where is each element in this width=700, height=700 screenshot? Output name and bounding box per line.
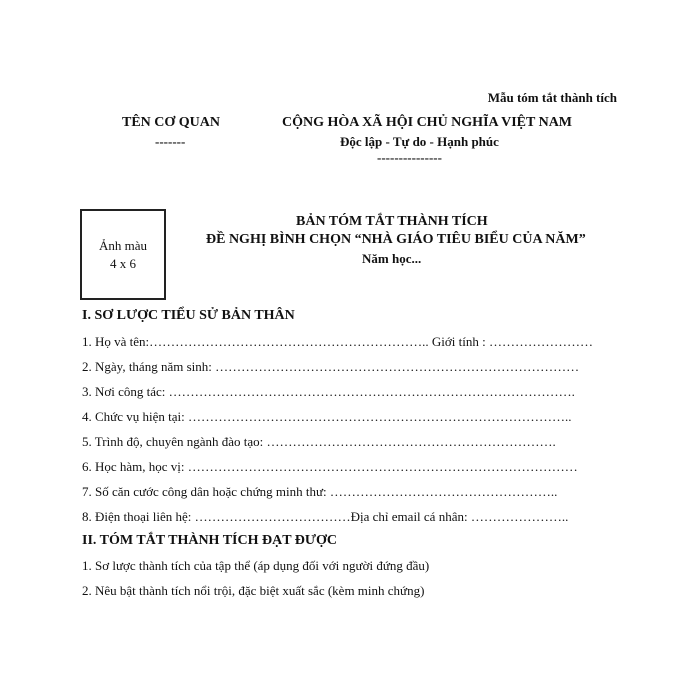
form-title: BẢN TÓM TẮT THÀNH TÍCH <box>296 214 488 229</box>
org-underline: ------- <box>155 134 186 149</box>
field-workplace: 3. Nơi công tác: …………………………………………………………………………………. <box>82 384 575 399</box>
field-education: 5. Trình độ, chuyên ngành đào tạo: …………………………………………………………. <box>82 434 556 449</box>
form-subtitle: ĐỀ NGHỊ BÌNH CHỌN “NHÀ GIÁO TIÊU BIỂU CỦA NĂM” <box>206 232 586 247</box>
motto-underline: --------------- <box>377 150 442 165</box>
photo-size: 4 x 6 <box>110 255 136 271</box>
motto: Độc lập - Tự do - Hạnh phúc <box>340 134 499 149</box>
template-label: Mẫu tóm tắt thành tích <box>487 90 617 105</box>
achievement-item: 1. Sơ lược thành tích của tập thể (áp dụng đối với người đứng đầu) <box>82 558 430 573</box>
field-position: 4. Chức vụ hiện tại: …………………………………………………………………………….. <box>82 409 572 424</box>
field-id-number: 7. Số căn cước công dân hoặc chứng minh thư: …………………………………………….. <box>82 484 558 499</box>
photo-placeholder <box>80 209 166 300</box>
field-academic-title: 6. Học hàm, học vị: ……………………………………………………………………………… <box>82 459 578 474</box>
org-name: TÊN CƠ QUAN <box>122 115 221 130</box>
field-contact: 8. Điện thoại liên hệ: ………………………………Địa chỉ email cá nhân: ………………….. <box>82 509 569 524</box>
achievement-item: 2. Nêu bật thành tích nổi trội, đặc biệt xuất sắc (kèm minh chứng) <box>82 583 425 598</box>
section1-heading: I. SƠ LƯỢC TIỂU SỬ BẢN THÂN <box>82 308 295 323</box>
school-year: Năm học... <box>362 251 422 266</box>
field-full-name: 1. Họ và tên:……………………………………………………….. Giới tính : …………………… <box>82 334 593 349</box>
field-date-of-birth: 2. Ngày, tháng năm sinh: ………………………………………………………………………… <box>82 359 580 374</box>
photo-label: Ảnh màu <box>98 237 148 253</box>
country-name: CỘNG HÒA XÃ HỘI CHỦ NGHĨA VIỆT NAM <box>282 115 573 130</box>
section2-heading: II. TÓM TẮT THÀNH TÍCH ĐẠT ĐƯỢC <box>82 533 338 548</box>
